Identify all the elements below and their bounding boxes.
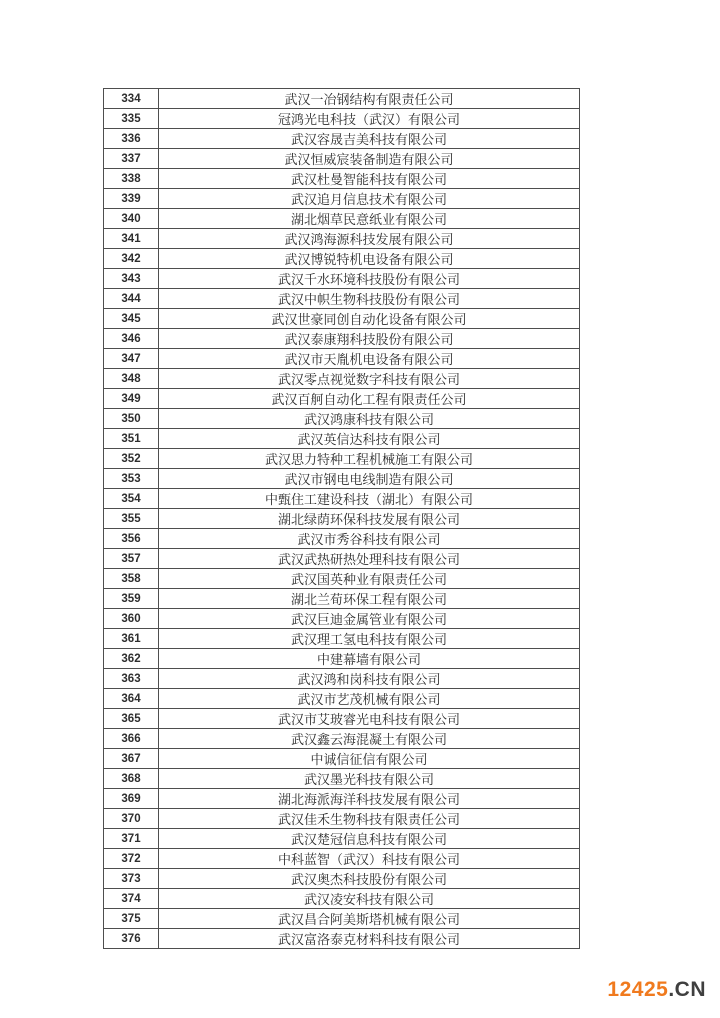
company-name-cell: 武汉追月信息技术有限公司 bbox=[159, 189, 580, 209]
company-name-cell: 中科蓝智（武汉）科技有限公司 bbox=[159, 849, 580, 869]
row-number-cell: 337 bbox=[104, 149, 159, 169]
company-name-cell: 武汉市秀谷科技有限公司 bbox=[159, 529, 580, 549]
company-name-cell: 湖北海派海洋科技发展有限公司 bbox=[159, 789, 580, 809]
row-number-cell: 341 bbox=[104, 229, 159, 249]
table-row bbox=[104, 189, 580, 209]
company-name-cell: 武汉佳禾生物科技有限责任公司 bbox=[159, 809, 580, 829]
table-row bbox=[104, 829, 580, 849]
table-row bbox=[104, 369, 580, 389]
table-row bbox=[104, 349, 580, 369]
table-row bbox=[104, 149, 580, 169]
table-row bbox=[104, 449, 580, 469]
row-number-cell: 368 bbox=[104, 769, 159, 789]
company-name-cell: 武汉市天胤机电设备有限公司 bbox=[159, 349, 580, 369]
table-row bbox=[104, 689, 580, 709]
row-number-cell: 342 bbox=[104, 249, 159, 269]
company-name-cell: 武汉容晟吉美科技有限公司 bbox=[159, 129, 580, 149]
company-name-cell: 武汉市艾玻睿光电科技有限公司 bbox=[159, 709, 580, 729]
row-number-cell: 355 bbox=[104, 509, 159, 529]
table-row bbox=[104, 849, 580, 869]
table-row bbox=[104, 589, 580, 609]
row-number-cell: 346 bbox=[104, 329, 159, 349]
table-row bbox=[104, 809, 580, 829]
row-number-cell: 360 bbox=[104, 609, 159, 629]
row-number-cell: 375 bbox=[104, 909, 159, 929]
company-name-cell: 湖北绿荫环保科技发展有限公司 bbox=[159, 509, 580, 529]
company-name-cell: 湖北烟草民意纸业有限公司 bbox=[159, 209, 580, 229]
company-name-cell: 武汉鸿和岗科技有限公司 bbox=[159, 669, 580, 689]
table-row bbox=[104, 889, 580, 909]
row-number-cell: 352 bbox=[104, 449, 159, 469]
company-name-cell: 武汉奥杰科技股份有限公司 bbox=[159, 869, 580, 889]
table-row bbox=[104, 329, 580, 349]
company-name-cell: 武汉巨迪金属管业有限公司 bbox=[159, 609, 580, 629]
row-number-cell: 344 bbox=[104, 289, 159, 309]
row-number-cell: 374 bbox=[104, 889, 159, 909]
company-name-cell: 武汉昌合阿美斯塔机械有限公司 bbox=[159, 909, 580, 929]
row-number-cell: 373 bbox=[104, 869, 159, 889]
table-row bbox=[104, 389, 580, 409]
table-row bbox=[104, 649, 580, 669]
row-number-cell: 350 bbox=[104, 409, 159, 429]
company-name-cell: 武汉思力特种工程机械施工有限公司 bbox=[159, 449, 580, 469]
row-number-cell: 364 bbox=[104, 689, 159, 709]
row-number-cell: 371 bbox=[104, 829, 159, 849]
table-row bbox=[104, 489, 580, 509]
company-name-cell: 中建幕墙有限公司 bbox=[159, 649, 580, 669]
company-name-cell: 武汉零点视觉数字科技有限公司 bbox=[159, 369, 580, 389]
table-row bbox=[104, 429, 580, 449]
company-name-cell: 武汉国英种业有限责任公司 bbox=[159, 569, 580, 589]
company-name-cell: 武汉世豪同创自动化设备有限公司 bbox=[159, 309, 580, 329]
row-number-cell: 359 bbox=[104, 589, 159, 609]
company-name-cell: 武汉理工氢电科技有限公司 bbox=[159, 629, 580, 649]
company-name-cell: 武汉百舸自动化工程有限责任公司 bbox=[159, 389, 580, 409]
table-row bbox=[104, 709, 580, 729]
company-name-cell: 武汉鸿海源科技发展有限公司 bbox=[159, 229, 580, 249]
row-number-cell: 358 bbox=[104, 569, 159, 589]
row-number-cell: 340 bbox=[104, 209, 159, 229]
row-number-cell: 353 bbox=[104, 469, 159, 489]
company-name-cell: 冠鸿光电科技（武汉）有限公司 bbox=[159, 109, 580, 129]
table-row bbox=[104, 509, 580, 529]
row-number-cell: 366 bbox=[104, 729, 159, 749]
table-row bbox=[104, 769, 580, 789]
company-name-cell: 武汉鸿康科技有限公司 bbox=[159, 409, 580, 429]
row-number-cell: 336 bbox=[104, 129, 159, 149]
table-row bbox=[104, 529, 580, 549]
table-row bbox=[104, 309, 580, 329]
company-name-cell: 武汉武热研热处理科技有限公司 bbox=[159, 549, 580, 569]
company-name-cell: 武汉市艺茂机械有限公司 bbox=[159, 689, 580, 709]
company-name-cell: 武汉鑫云海混凝土有限公司 bbox=[159, 729, 580, 749]
table-row bbox=[104, 109, 580, 129]
row-number-cell: 347 bbox=[104, 349, 159, 369]
row-number-cell: 356 bbox=[104, 529, 159, 549]
table-row bbox=[104, 229, 580, 249]
company-name-cell: 武汉杜曼智能科技有限公司 bbox=[159, 169, 580, 189]
table-row bbox=[104, 289, 580, 309]
row-number-cell: 354 bbox=[104, 489, 159, 509]
company-name-cell: 中甄住工建设科技（湖北）有限公司 bbox=[159, 489, 580, 509]
table-row bbox=[104, 269, 580, 289]
watermark-logo bbox=[607, 978, 706, 1002]
table-row bbox=[104, 669, 580, 689]
row-number-cell: 369 bbox=[104, 789, 159, 809]
row-number-cell: 345 bbox=[104, 309, 159, 329]
row-number-cell: 335 bbox=[104, 109, 159, 129]
company-name-cell: 武汉英信达科技有限公司 bbox=[159, 429, 580, 449]
row-number-cell: 362 bbox=[104, 649, 159, 669]
company-name-cell: 武汉恒威宸装备制造有限公司 bbox=[159, 149, 580, 169]
watermark-number: 12425 bbox=[607, 978, 669, 1001]
table-row bbox=[104, 749, 580, 769]
company-table bbox=[103, 88, 580, 949]
company-name-cell: 武汉千水环境科技股份有限公司 bbox=[159, 269, 580, 289]
table-row bbox=[104, 129, 580, 149]
table-row bbox=[104, 249, 580, 269]
table-row bbox=[104, 569, 580, 589]
table-row bbox=[104, 169, 580, 189]
company-name-cell: 湖北兰荀环保工程有限公司 bbox=[159, 589, 580, 609]
company-name-cell: 武汉一冶钢结构有限责任公司 bbox=[159, 89, 580, 109]
table-row bbox=[104, 929, 580, 949]
company-name-cell: 武汉市钢电电线制造有限公司 bbox=[159, 469, 580, 489]
watermark-suffix: .CN bbox=[668, 978, 706, 1001]
table-row bbox=[104, 869, 580, 889]
row-number-cell: 357 bbox=[104, 549, 159, 569]
table-row bbox=[104, 609, 580, 629]
company-name-cell: 武汉楚冠信息科技有限公司 bbox=[159, 829, 580, 849]
row-number-cell: 334 bbox=[104, 89, 159, 109]
row-number-cell: 338 bbox=[104, 169, 159, 189]
table-row bbox=[104, 909, 580, 929]
table-row bbox=[104, 789, 580, 809]
row-number-cell: 351 bbox=[104, 429, 159, 449]
row-number-cell: 365 bbox=[104, 709, 159, 729]
company-name-cell: 武汉富洛泰克材料科技有限公司 bbox=[159, 929, 580, 949]
row-number-cell: 349 bbox=[104, 389, 159, 409]
row-number-cell: 367 bbox=[104, 749, 159, 769]
table-row bbox=[104, 89, 580, 109]
table-row bbox=[104, 469, 580, 489]
row-number-cell: 339 bbox=[104, 189, 159, 209]
company-name-cell: 武汉凌安科技有限公司 bbox=[159, 889, 580, 909]
table-row bbox=[104, 209, 580, 229]
company-name-cell: 武汉博锐特机电设备有限公司 bbox=[159, 249, 580, 269]
row-number-cell: 376 bbox=[104, 929, 159, 949]
company-table-body bbox=[104, 89, 580, 949]
table-row bbox=[104, 549, 580, 569]
row-number-cell: 348 bbox=[104, 369, 159, 389]
company-name-cell: 中诚信征信有限公司 bbox=[159, 749, 580, 769]
row-number-cell: 343 bbox=[104, 269, 159, 289]
row-number-cell: 363 bbox=[104, 669, 159, 689]
company-name-cell: 武汉墨光科技有限公司 bbox=[159, 769, 580, 789]
row-number-cell: 372 bbox=[104, 849, 159, 869]
table-row bbox=[104, 629, 580, 649]
row-number-cell: 370 bbox=[104, 809, 159, 829]
table-row bbox=[104, 409, 580, 429]
table-row bbox=[104, 729, 580, 749]
row-number-cell: 361 bbox=[104, 629, 159, 649]
company-name-cell: 武汉中帜生物科技股份有限公司 bbox=[159, 289, 580, 309]
company-name-cell: 武汉泰康翔科技股份有限公司 bbox=[159, 329, 580, 349]
